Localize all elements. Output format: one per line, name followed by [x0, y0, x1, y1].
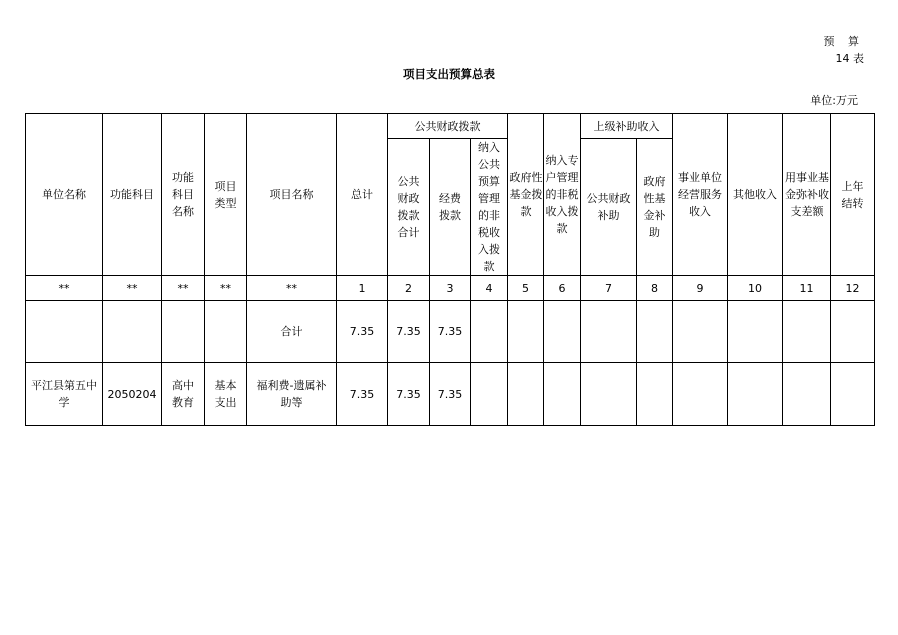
index-cell: ** [205, 276, 247, 301]
table-row [26, 363, 875, 426]
col-project-name: 项目名称 [247, 114, 337, 276]
summary-row [26, 301, 875, 363]
summary-label: 合计 [247, 301, 337, 363]
col-unit-name: 单位名称 [26, 114, 103, 276]
col-nontax-special: 纳入专户管理的非税收入拨款 [544, 114, 581, 276]
index-cell: ** [247, 276, 337, 301]
index-cell: ** [26, 276, 103, 301]
index-cell: 4 [471, 276, 508, 301]
index-cell: 2 [388, 276, 430, 301]
col-other-income: 其他收入 [728, 114, 783, 276]
index-cell: 6 [544, 276, 581, 301]
index-cell: 8 [637, 276, 673, 301]
col-carryover: 上年结转 [831, 114, 875, 276]
col-gov-fund: 政府性基金拨款 [508, 114, 544, 276]
unit-label: 单位:万元 [810, 94, 858, 107]
col-func-subject: 功能科目 [103, 114, 162, 276]
index-cell: 9 [673, 276, 728, 301]
index-cell: 11 [783, 276, 831, 301]
cell-project-type: 基本支出 [205, 363, 247, 426]
cell-func-subject: 2050204 [103, 363, 162, 426]
budget-table [25, 113, 875, 426]
col-superior-public: 公共财政补助 [581, 139, 637, 276]
col-public-subtotal: 公共财政拨款合计 [388, 139, 430, 276]
col-business-income: 事业单位经营服务收入 [673, 114, 728, 276]
col-project-type: 项目类型 [205, 114, 247, 276]
index-cell: 5 [508, 276, 544, 301]
summary-total: 7.35 [337, 301, 388, 363]
table-tag-line2: 14 表 [835, 52, 864, 65]
page-title: 项目支出预算总表 [403, 67, 495, 81]
index-cell: 3 [430, 276, 471, 301]
index-row [26, 276, 875, 301]
index-cell: 10 [728, 276, 783, 301]
col-nontax-public: 纳入公共预算管理的非税收入拨款 [471, 139, 508, 276]
col-group-superior: 上级补助收入 [581, 114, 673, 139]
summary-expense-allot: 7.35 [430, 301, 471, 363]
col-group-public: 公共财政拨款 [388, 114, 508, 139]
table-tag-line1: 预 算 [823, 35, 864, 48]
index-cell: 7 [581, 276, 637, 301]
index-cell: 1 [337, 276, 388, 301]
col-fund-balance: 用事业基金弥补收支差额 [783, 114, 831, 276]
cell-public-subtotal: 7.35 [388, 363, 430, 426]
col-superior-fund: 政府性基金补助 [637, 139, 673, 276]
index-cell: ** [162, 276, 205, 301]
cell-unit-name: 平江县第五中学 [26, 363, 103, 426]
col-func-subject-name: 功能科目名称 [162, 114, 205, 276]
col-expense-allot: 经费拨款 [430, 139, 471, 276]
cell-project-name: 福利费-遗属补助等 [247, 363, 337, 426]
cell-func-subject-name: 高中教育 [162, 363, 205, 426]
cell-total: 7.35 [337, 363, 388, 426]
index-cell: ** [103, 276, 162, 301]
cell-expense-allot: 7.35 [430, 363, 471, 426]
summary-public-subtotal: 7.35 [388, 301, 430, 363]
col-total: 总计 [337, 114, 388, 276]
index-cell: 12 [831, 276, 875, 301]
